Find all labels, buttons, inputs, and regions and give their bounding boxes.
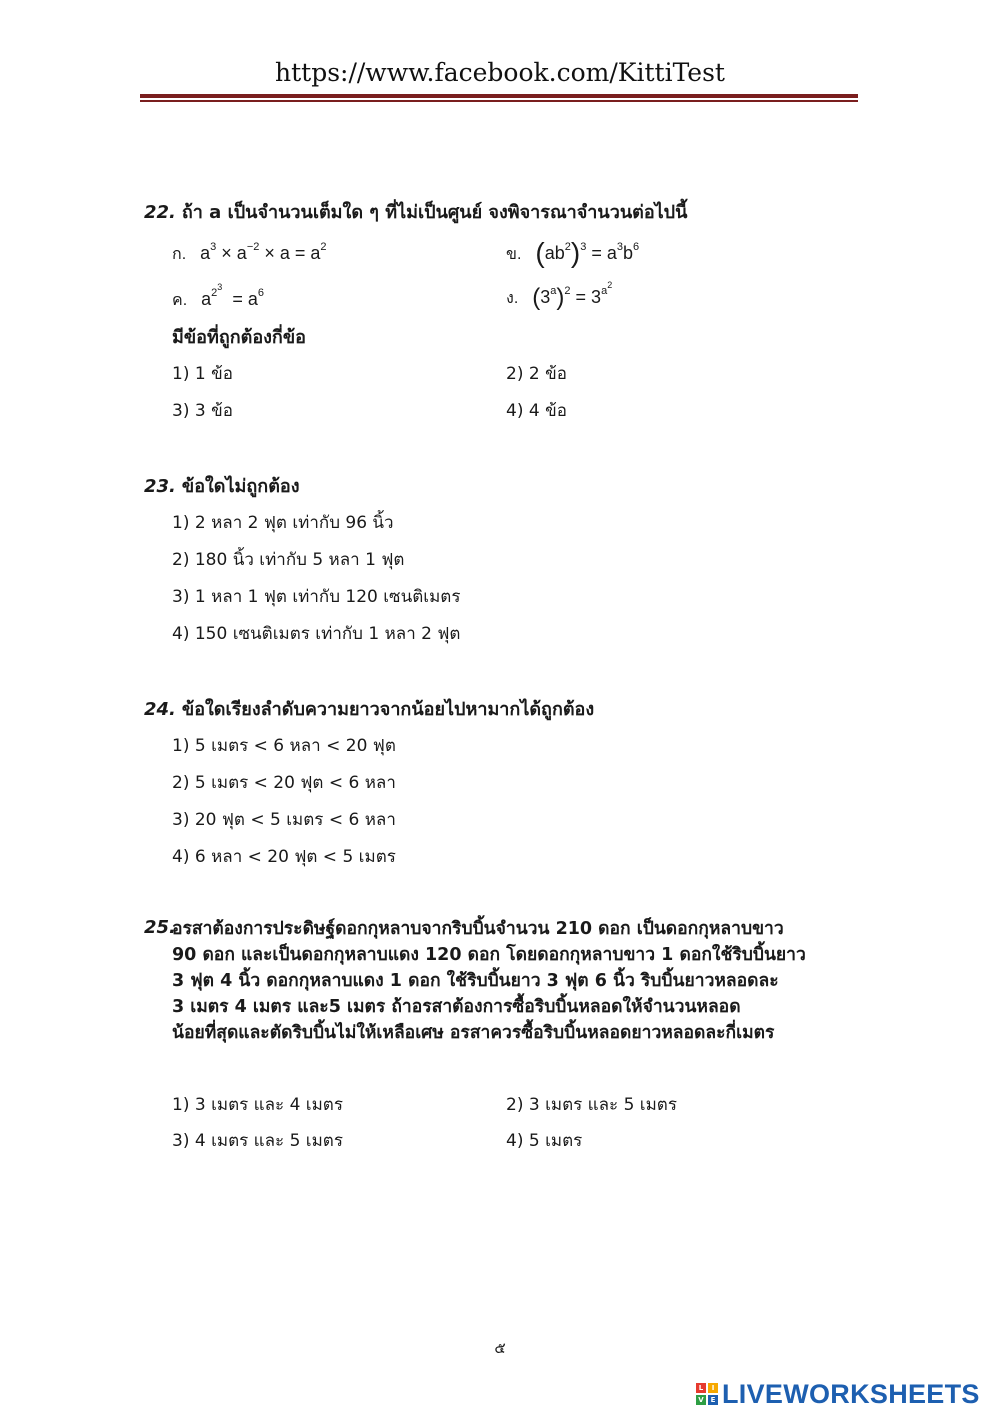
option-1[interactable]: 1) 1 ข้อ: [172, 364, 233, 384]
question-number: 23.: [144, 476, 176, 497]
question-line: น้อยที่สุดและตัดริบบิ้นไม่ให้เหลือเศษ อรสาควรซื้อริบบิ้นหลอดยาวหลอดละกี่เมตร: [172, 1023, 775, 1043]
question-23: [144, 471, 300, 500]
option-4[interactable]: 4) 4 ข้อ: [506, 401, 567, 421]
liveworksheets-logo[interactable]: [696, 1380, 980, 1408]
statement-label: ข.: [506, 246, 522, 263]
question-line: อรสาต้องการประดิษฐ์ดอกกุหลาบจากริบบิ้นจำนวน 210 ดอก เป็นดอกกุหลาบขาว: [172, 919, 784, 939]
page-number: ๕: [494, 1339, 506, 1357]
question-24: [144, 694, 594, 723]
question-25-text: [172, 917, 806, 1046]
brand-name: LIVEWORKSHEETS: [722, 1378, 980, 1409]
option-2[interactable]: 2) 3 เมตร และ 5 เมตร: [506, 1095, 677, 1115]
option-3[interactable]: 3) 1 หลา 1 ฟุต เท่ากับ 120 เซนติเมตร: [172, 587, 461, 607]
question-22: [144, 197, 687, 226]
option-3[interactable]: 3) 4 เมตร และ 5 เมตร: [172, 1131, 343, 1151]
statement-label: ก.: [172, 246, 187, 263]
option-1[interactable]: 1) 2 หลา 2 ฟุต เท่ากับ 96 นิ้ว: [172, 513, 394, 533]
header-rule: [140, 94, 858, 98]
option-2[interactable]: 2) 5 เมตร < 20 ฟุต < 6 หลา: [172, 773, 396, 793]
option-1[interactable]: 1) 3 เมตร และ 4 เมตร: [172, 1095, 343, 1115]
question-line: 3 ฟุต 4 นิ้ว ดอกกุหลาบแดง 1 ดอก ใช้ริบบิ้นยาว 3 ฟุต 6 นิ้ว ริบบิ้นยาวหลอดละ: [172, 971, 779, 991]
question-number: 25.: [144, 917, 176, 938]
statement-label: ค.: [172, 292, 188, 309]
option-2[interactable]: 2) 180 นิ้ว เท่ากับ 5 หลา 1 ฟุต: [172, 550, 405, 570]
question-text: ข้อใดไม่ถูกต้อง: [181, 476, 300, 497]
option-1[interactable]: 1) 5 เมตร < 6 หลา < 20 ฟุต: [172, 736, 396, 756]
statement-k: ก. $a^3 \times a^{-2} \times a = a^2$: [172, 241, 327, 263]
header-url[interactable]: https://www.facebook.com/KittiTest: [275, 58, 725, 87]
question-number: 22.: [144, 202, 176, 223]
question-line: 3 เมตร 4 เมตร และ5 เมตร ถ้าอรสาต้องการซื้อริบบิ้นหลอดให้จำนวนหลอด: [172, 997, 741, 1017]
question-22-prompt: มีข้อที่ถูกต้องกี่ข้อ: [172, 327, 306, 348]
statement-kh: ข. $(ab^2)^3 = a^3b^6$: [506, 237, 640, 268]
option-4[interactable]: 4) 150 เซนติเมตร เท่ากับ 1 หลา 2 ฟุต: [172, 624, 461, 644]
question-line: 90 ดอก และเป็นดอกกุหลาบแดง 120 ดอก โดยดอกกุหลาบขาว 1 ดอกใช้ริบบิ้นยาว: [172, 945, 806, 965]
logo-icon: L I V E: [696, 1383, 718, 1405]
statement-kho: ค. $a^{2^3} = a^6$: [172, 282, 264, 309]
option-4[interactable]: 4) 6 หลา < 20 ฟุต < 5 เมตร: [172, 847, 396, 867]
header-rule-thin: [140, 100, 858, 102]
option-4[interactable]: 4) 5 เมตร: [506, 1131, 583, 1151]
option-3[interactable]: 3) 20 ฟุต < 5 เมตร < 6 หลา: [172, 810, 396, 830]
statement-ng: ง. $(3^a)^2 = 3^{a^2}$: [506, 280, 613, 311]
question-text: ข้อใดเรียงลำดับความยาวจากน้อยไปหามากได้ถูกต้อง: [181, 699, 595, 720]
statement-label: ง.: [506, 290, 519, 307]
option-3[interactable]: 3) 3 ข้อ: [172, 401, 233, 421]
question-number: 24.: [144, 699, 176, 720]
option-2[interactable]: 2) 2 ข้อ: [506, 364, 567, 384]
question-text: ถ้า a เป็นจำนวนเต็มใด ๆ ที่ไม่เป็นศูนย์ จงพิจารณาจำนวนต่อไปนี้: [181, 202, 688, 223]
